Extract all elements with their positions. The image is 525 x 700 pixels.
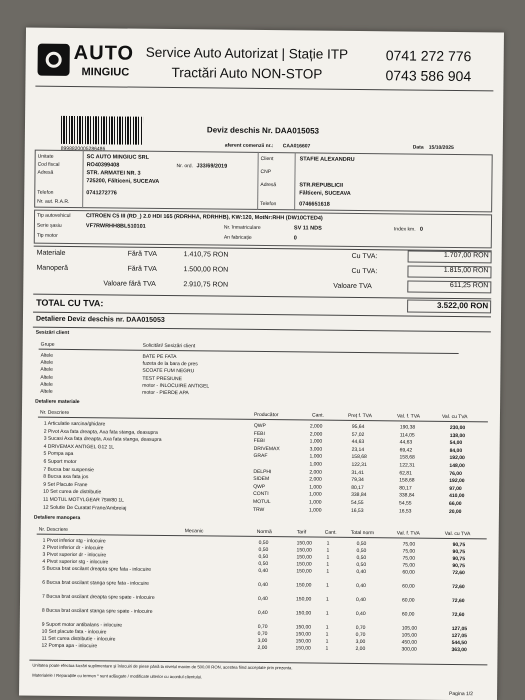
labor-total-norm: 0,40 (355, 610, 366, 618)
labor-qty: 1 (326, 554, 330, 561)
footer-note-2: Materialele / Reparațiile cu termen * sunt adăugate / modificate ulterior cu acordul clientului. (32, 672, 203, 680)
company-cif: RO40399408 (86, 162, 120, 169)
material-value: 62,81 (399, 470, 412, 477)
material-qty: 1,000 (308, 507, 322, 514)
barcode-number: 8998820005286486 (60, 145, 106, 153)
labor-value: 60,00 (401, 611, 415, 618)
labor-total-norm: 2,00 (355, 645, 366, 653)
material-price: 80,17 (351, 484, 364, 491)
material-price: 158,68 (351, 454, 367, 461)
material-desc: 12 Solutie De Curatat Frane/Ambreiaj (42, 504, 127, 512)
material-desc: 2 Pivot Axa fata dreapta, Axa fata stanga, deasupra (43, 428, 158, 436)
labor-value: 75,00 (402, 548, 416, 555)
labor-value-tva: 363,00 (451, 646, 467, 654)
labor-total-norm: 0,50 (356, 547, 367, 555)
material-price: 44,63 (351, 439, 365, 446)
material-producer: TRW (252, 506, 265, 513)
material-qty: 1,000 (309, 461, 322, 468)
labor-total-norm: 0,50 (356, 540, 367, 548)
total-label: TOTAL CU TVA: (36, 297, 104, 309)
labor-desc: 11 Set curea distributie - inlocuire (41, 635, 116, 643)
company-address: STR. ARMATEI NR. 3 (86, 170, 141, 177)
material-desc: 10 Set curea de distributie (43, 489, 102, 496)
labor-value-tva: 72,60 (451, 611, 465, 619)
material-qty: 1,000 (309, 499, 322, 506)
material-value-tva: 84,00 (449, 447, 463, 454)
vehicle-km: 0 (419, 226, 424, 233)
tow-line: Tractări Auto NON-STOP (171, 65, 323, 82)
labor-norm: 0,50 (258, 553, 269, 561)
material-desc: 6 Suport motor (43, 458, 77, 466)
labor-value-tva: 544,50 (451, 639, 467, 647)
labor-value: 60,00 (402, 583, 415, 590)
material-value: 190,38 (399, 424, 416, 431)
labor-rate: 150,00 (295, 610, 312, 617)
company-logo (37, 42, 159, 83)
labor-rate: 150,00 (296, 568, 312, 575)
labor-desc: 2 Pivot inferior dr - inlocuire (42, 544, 104, 552)
labor-rate: 150,00 (295, 631, 312, 638)
labor-value: 105,00 (401, 625, 418, 632)
material-price: 122,31 (351, 461, 367, 469)
material-value: 158,68 (399, 454, 415, 461)
material-value-tva: 138,00 (449, 432, 466, 439)
vehicle-type: CITROEN C5 III (RD_) 2.0 HDI 165 (RDRHHA, RDRHHB), KW:120, MotNr:RHH (DW10CTED4) (86, 213, 323, 222)
labor-desc: 5 Bucsa brat oscilant dreapta spre fata - inlocuire (42, 565, 152, 573)
page-number: Pagina 1/2 (449, 690, 474, 698)
labor-value: 60,00 (402, 597, 415, 604)
car-wrench-icon (38, 44, 70, 76)
request-group: Altele (40, 352, 54, 359)
material-qty: 1,000 (309, 491, 322, 499)
labor-norm: 0,50 (258, 539, 269, 547)
material-price: 54,55 (351, 499, 364, 507)
labor-qty: 1 (325, 638, 329, 645)
labor-qty: 1 (326, 582, 329, 589)
labor-rate: 150,00 (296, 554, 312, 561)
labor-value-tva: 90,75 (452, 541, 466, 549)
date-label: Data (412, 144, 424, 151)
vehicle-vin: VF7RWRHH8BL510101 (85, 223, 146, 230)
request-text: fuzeta de la bara de pres (142, 360, 198, 368)
labor-value: 75,00 (402, 541, 416, 548)
material-producer: FEBI (253, 430, 265, 437)
labor-norm: 0,40 (258, 567, 269, 575)
detail-title: Detaliere Deviz deschis nr. DAA015053 (35, 315, 165, 324)
material-qty: 2,000 (309, 431, 323, 438)
labor-value-tva: 127,05 (451, 632, 467, 640)
labor-desc: 9 Suport motor antibalans - inlocuire (41, 621, 123, 629)
request-text: SCOATE FUM NEGRU (142, 368, 195, 375)
client-address: STR.REPUBLICII (299, 182, 344, 189)
company-reg: J33/69/2019 (196, 163, 228, 170)
request-text: motor - INLOCUIRE ANTIGEL (142, 382, 210, 390)
material-value: 44,63 (399, 439, 413, 446)
labor-desc: 7 Bucsa brat oscilant dreapta spre spate - inlocuire (42, 593, 155, 601)
material-value-tva: 97,00 (449, 485, 462, 492)
labor-rate: 150,00 (295, 624, 312, 631)
material-producer: FEBI (253, 438, 265, 445)
request-text: motor - PIERDE APA (142, 389, 189, 397)
labor-norm: 0,40 (257, 609, 268, 617)
labor-total-norm: 0,70 (355, 631, 366, 639)
labor-desc: 10 Set placute fata - inlocuire (41, 628, 107, 636)
vehicle-year: 0 (293, 235, 297, 242)
material-producer: MOTUL (253, 498, 271, 506)
labor-value: 450,00 (401, 639, 417, 646)
material-producer: QWP (253, 422, 266, 430)
labor-rate: 150,00 (295, 645, 311, 652)
tva-value: 611,25 RON (407, 281, 491, 294)
labor-norm: 0,70 (257, 630, 268, 638)
grand-total: 3.522,00 RON (407, 300, 491, 314)
labor-rate: 150,00 (296, 582, 312, 589)
material-desc: 5 Pompa apa (43, 451, 74, 458)
service-line: Service Auto Autorizat | Stație ITP (145, 44, 349, 62)
labor-norm: 0,50 (258, 560, 269, 568)
material-producer: SIDEM (253, 476, 270, 483)
material-value-tva: 410,00 (449, 493, 465, 500)
labor-qty: 1 (325, 631, 329, 638)
material-producer: CONTI (253, 491, 269, 498)
labor-desc: 3 Pivot superior dr - inlocuire (42, 551, 107, 559)
labor-norm: 0,40 (258, 595, 268, 603)
labor-value-tva: 90,75 (452, 548, 466, 556)
value-no-tva: 2.910,75 RON (183, 281, 229, 289)
phone-2: 0743 586 904 (385, 67, 472, 85)
material-value-tva: 192,00 (449, 478, 465, 485)
labor-total-norm: 0,70 (355, 624, 366, 632)
material-value-tva: 148,00 (449, 462, 465, 470)
client-name: STAFIE ALEXANDRU (299, 156, 355, 163)
labor-qty: 1 (325, 610, 329, 617)
material-value: 54,55 (399, 500, 412, 507)
labor-desc: 8 Bucsa brat oscilant stanga spre spate - inlocuire (41, 607, 153, 615)
material-value-tva: 230,00 (449, 424, 466, 432)
material-desc: 7 Bucsa bar suspensie (43, 466, 95, 473)
material-desc: 11 MOTUL MOTYLGEAR 75W80 1L (43, 496, 124, 504)
labor-norm: 2,00 (257, 644, 268, 652)
material-qty: 2,000 (309, 423, 323, 430)
labor-total-norm: 0,40 (356, 582, 366, 590)
material-price: 23,14 (351, 446, 365, 453)
labor-value: 300,00 (401, 646, 417, 653)
document-title: Deviz deschis Nr. DAA015053 (206, 125, 320, 136)
labor-value: 60,00 (402, 569, 415, 576)
labor-value: 75,00 (402, 562, 415, 569)
labor-value-tva: 72,60 (452, 583, 465, 591)
labor-norm: 0,70 (257, 623, 268, 631)
materials-total-tva: 1.707,00 RON (408, 251, 492, 264)
labor-qty: 1 (325, 645, 329, 652)
labor-desc: 1 Pivot inferior stg - inlocuire (42, 537, 106, 545)
material-price: 79,34 (351, 477, 364, 484)
order-label: aferent comenzii nr.: (224, 142, 274, 150)
material-value: 80,17 (399, 485, 412, 492)
material-value-tva: 66,00 (449, 500, 462, 508)
labor-desc: 6 Bucsa brat oscilant stanga spre fata - inlocuire (42, 579, 149, 587)
labor-desc: 12 Pompa apa - inlocuire (41, 642, 98, 650)
material-price: 16,53 (350, 507, 364, 514)
material-value-tva: 54,00 (449, 440, 463, 447)
material-desc: 3 Sucasi Axa fata dreapta, Axa fata stanga, deasupra (43, 435, 162, 444)
material-desc: 1 Articulatie sarcina/ghidare (43, 420, 106, 428)
material-producer: QWP (253, 483, 266, 490)
logo-main: AUTO (73, 41, 135, 65)
labor-qty: 1 (326, 568, 330, 575)
material-qty: 1,000 (309, 484, 322, 491)
labor-value: 105,00 (401, 632, 417, 639)
material-value: 338,84 (399, 492, 415, 499)
date-value: 15/10/2025 (428, 144, 454, 151)
labor-norm: 3,00 (257, 637, 268, 645)
labor-norm: 0,50 (258, 546, 269, 554)
labor-qty: 1 (326, 540, 330, 547)
request-group: Altele (40, 388, 53, 395)
labor-total-norm: 0,40 (356, 596, 366, 604)
material-value-tva: 192,00 (449, 455, 465, 462)
client-phone: 0746651618 (299, 201, 330, 208)
labor-total-norm: 3,00 (355, 638, 366, 646)
labor-norm: 0,40 (258, 581, 268, 589)
request-group: Altele (40, 359, 54, 366)
material-qty: 2,000 (309, 469, 322, 476)
request-group: Altele (40, 381, 53, 388)
material-value: 158,68 (399, 477, 415, 484)
labor-total: 1.500,00 RON (183, 266, 229, 274)
material-price: 95,64 (351, 423, 365, 431)
materials-total: 1.410,75 RON (183, 251, 229, 259)
material-qty: 2,000 (309, 476, 322, 483)
labor-qty: 1 (326, 561, 330, 568)
material-value: 16,53 (398, 508, 412, 515)
labor-value-tva: 127,05 (451, 625, 468, 633)
labor-desc: 4 Pivot superior stg - inlocuire (42, 558, 109, 566)
material-desc: 4 DRIVEMAX ANTIGEL G12 1L (43, 443, 115, 451)
labor-rate: 150,00 (295, 638, 311, 645)
material-price: 57,02 (351, 431, 365, 438)
material-value-tva: 76,00 (449, 470, 462, 477)
invoice-sheet: AUTO MINGIUC Service Auto Autorizat | Stație ITP Tractări Auto NON-STOP 0741 272 776 0743 586 904 8998820005286486 Deviz deschis Nr. DAA015053 aferent comenzii nr.: CAA016607 Data 15/10/2025 Unitate SC AUTO MINGIUC SRL Cod fiscal RO40399408 Nr. ord. J33/69/2019 Adresă STR. ARMATEI NR. 3 725200, Fălticeni, SUCEAVA Telefon 0741272776 Nr. aut. R.A.R. Client STAFIE ALEXANDRU CNP Adresă STR.REPUBLICII Fălticeni, SUCEAVA Telefon 0746651618 Tip autovehicul CITROEN C5 III (RD_) 2.0 HDI 165 (RDRHHA, RDRHHB), KW:120, MotNr:RHH (DW10CTED4) Serie șasiu VF7RWRHH8BL510101 Nr. înmatriculare SV 11 NDS Index km. 0 Tip motor An fabricație 0 Materiale Fără TVA 1.410,75 RON Cu TVA: 1.707,00 RON Manoperă Fără TVA 1.500,00 RON Cu TVA: 1.815,00 RON Valoare fără TVA 2.910,75 RON Valoare TVA 611,25 RON TOTAL CU TVA: 3.522,00 RON Detaliere Deviz deschis nr. DAA015053 Sesizări client Grupe Solicitări/ Sesizări client Altele BATE PE FATA Altele fuzeta de la bara de pres Altele SCOATE FUM NEGRU Altele TEST PRESIUNE Altele motor - INLOCUIRE ANTIGEL Altele motor - PIERDE APA Detaliere materiale Nr. Descriere Producător Cant. Preț f. TVA Val. f. TVA Val. cu TVA 1 Articulatie sarcina/ghidare QWP 2,000 95,64 190,38 230,00 2 Pivot Axa fata dreapta, Axa fata stanga, deasupra FEBI 2,000 57,02 114,05 138,00 3 Sucasi Axa fata dreapta, Axa fata stanga, deasupra FEBI 1,000 44,63 44,63 54,00 4 DRIVEMAX ANTIGEL G12 1L DRIVEMAX 3,000 23,14 69,42 84,00 5 Pompa apa GRAF 1,000 158,68 158,68 192,00 6 Suport motor 1,000 122,31 122,31 148,00 7 Bucsa bar suspensie DELPHI 2,000 31,41 62,81 76,00 8 Bucsa axa fata jos SIDEM 2,000 79,34 158,68 192,00 9 Set Placute Frane QWP 1,000 80,17 80,17 97,00 10 Set curea de distributie CONTI 1,000 338,84 338,84 410,00 11 MOTUL MOTYLGEAR 75W80 1L MOTUL 1,000 54,55 54,55 66,00 12 Solutie De Curatat Frane/Ambreiaj TRW 1,000 16,53 16,53 20,00 Detaliere manopera Nr. Descriere Mecanic Normă Tarif Cant. Total norm Val. f. TVA Val. cu TVA 1 Pivot inferior stg - inlocuire 0,50 150,00 1 0,50 75,00 90,75 2 Pivot inferior dr - inlocuire 0,50 150,00 1 0,50 75,00 90,75 3 Pivot superior dr - inlocuire 0,50 150,00 1 0,50 75,00 90,75 4 Pivot superior stg - inlocuire 0,50 150,00 1 0,50 75,00 90,75 5 Bucsa brat oscilant dreapta spre fata - inlocuire 0,40 150,00 1 0,40 60,00 72,60 6 Bucsa brat oscilant stanga spre fata - inlocuire 0,40 150,00 1 0,40 60,00 72,60 7 Bucsa brat oscilant dreapta spre spate - inlocuire 0,40 150,00 1 0,40 60,00 72,60 8 Bucsa brat oscilant stanga spre spate - inlocuire 0,40 150,00 1 0,40 60,00 72,60 9 Suport motor antibalans - inlocuire 0,70 150,00 1 0,70 105,00 127,05 10 Set placute fata - inlocuire 0,70 150,00 1 0,70 105,00 127,05 11 Set curea distributie - inlocuire 3,00 150,00 1 3,00 450,00 544,50 12 Pompa apa - inlocuire 2,00 150,00 1 2,00 300,00 363,00 Unitatea poate efectua lucrări suplimentare și înlocuiri de piese până la nivelul maxim de 500,00 RON, acestea fiind acceptate prin prezenta. Materialele / Reparațiile cu termen * sunt adăugate / modificate ulterior cu acordul clientului. Pagina 1/2 (19, 27, 504, 700)
labor-qty: 1 (325, 624, 329, 631)
material-desc: 9 Set Placute Frane (43, 481, 88, 488)
material-value: 114,05 (399, 432, 415, 439)
labor-total-norm: 0,40 (356, 568, 367, 576)
labor-total-norm: 0,50 (356, 561, 367, 569)
labor-total-tva: 1.815,00 RON (407, 266, 491, 279)
request-text: TEST PRESIUNE (142, 375, 183, 382)
labor-rate: 150,00 (296, 547, 312, 554)
material-producer: DELPHI (253, 468, 272, 475)
labor-total-norm: 0,50 (356, 554, 367, 562)
material-value: 122,31 (399, 462, 415, 469)
labor-value: 75,00 (402, 555, 416, 562)
labor-value-tva: 90,75 (452, 555, 466, 563)
company-name: SC AUTO MINGIUC SRL (86, 154, 150, 161)
phone-1: 0741 272 776 (385, 47, 472, 65)
material-value-tva: 20,00 (448, 508, 462, 515)
header-divider (35, 86, 493, 92)
material-value: 69,42 (399, 447, 413, 454)
labor-value-tva: 72,60 (452, 569, 465, 577)
labor-rate: 150,00 (296, 596, 312, 603)
labor-rate: 150,00 (296, 561, 312, 568)
material-desc: 8 Bucsa axa fata jos (43, 473, 89, 481)
labor-value-tva: 90,75 (452, 562, 465, 570)
labor-value-tva: 72,60 (451, 597, 465, 605)
logo-sub: MINGIUC (81, 66, 130, 79)
material-qty: 1,000 (309, 453, 323, 461)
barcode (61, 116, 143, 145)
company-phone: 0741272776 (86, 190, 117, 197)
labor-rate: 150,00 (296, 540, 312, 547)
material-price: 31,41 (351, 469, 364, 476)
material-price: 338,84 (351, 492, 367, 499)
request-group: Altele (40, 367, 53, 374)
vehicle-plate: SV 11 NDS (293, 225, 322, 232)
material-producer: GRAF (253, 453, 268, 460)
footer-note-1: Unitatea poate efectua lucrări suplimentare și înlocuiri de piese până la nivelul maxim de 500,00 RON, acestea fiind acceptate prin prezenta. (32, 662, 293, 671)
material-qty: 3,000 (309, 446, 323, 453)
request-text: BATE PE FATA (142, 353, 177, 361)
labor-qty: 1 (326, 547, 330, 554)
order-value: CAA016607 (282, 143, 311, 150)
material-qty: 1,000 (309, 438, 323, 445)
labor-qty: 1 (326, 596, 329, 603)
request-group: Altele (40, 374, 53, 381)
material-producer: DRIVEMAX (253, 445, 280, 452)
